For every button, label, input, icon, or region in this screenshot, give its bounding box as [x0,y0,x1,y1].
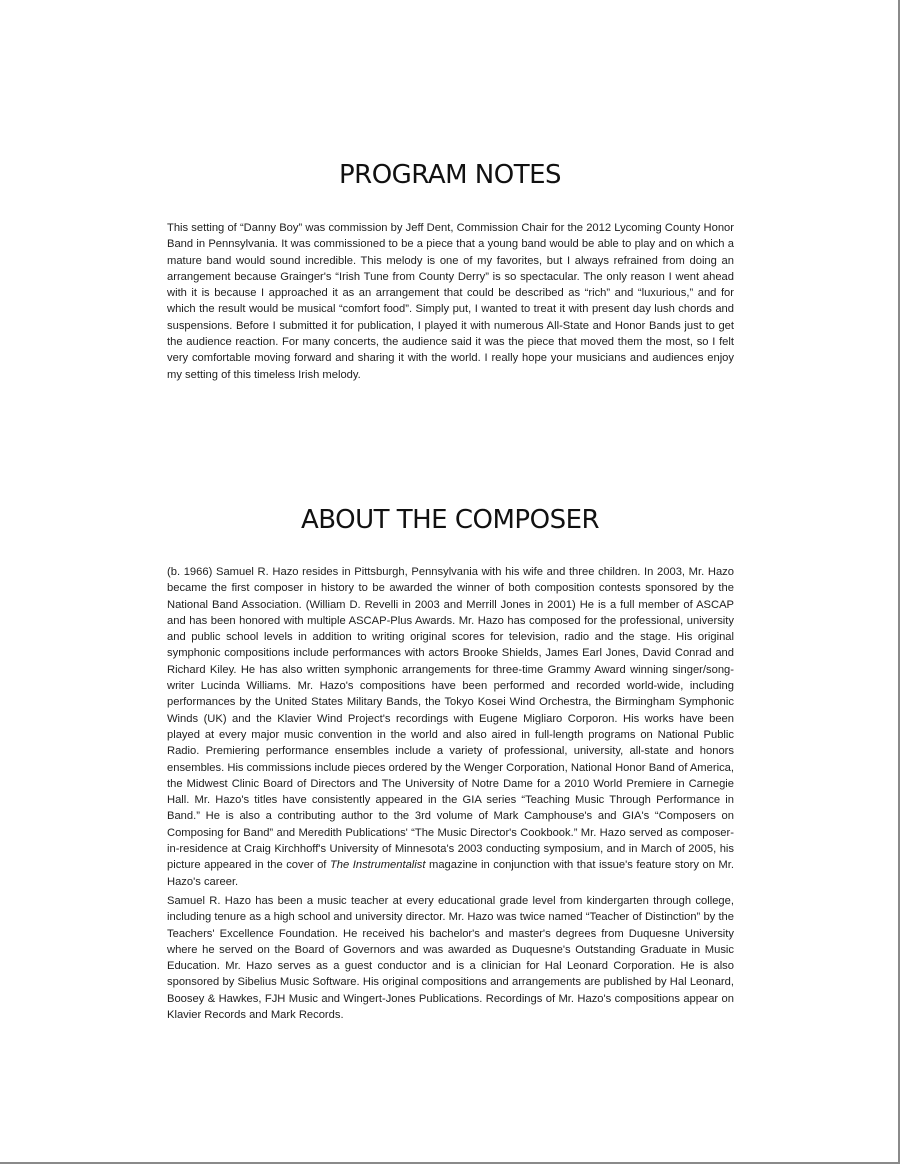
program-notes-body [167,220,734,386]
composer-paragraph-2: Samuel R. Hazo has been a music teacher at every educational grade level from kindergarten through college, including tenure as a high school and university director. Mr. Hazo was twice named “Teacher of Distinction” by the Teachers' Excellence Foundation. He received his bachelor's and master's degrees from Duquesne University where he served on the Board of Governors and was awarded as Duquesne's Outstanding Graduate in Music Education. Mr. Hazo serves as a guest conductor and is a clinician for Hal Leonard Corporation. He is also sponsored by Sibelius Music Software. His original compositions and arrangements are published by Hal Leonard, Boosey & Hawkes, FJH Music and Wingert-Jones Publications. Recordings of Mr. Hazo's compositions appear on Klavier Records and Mark Records. [167,894,734,1022]
composer-paragraph-1 [167,564,734,890]
about-composer-body [167,564,734,1026]
program-notes-paragraph: This setting of “Danny Boy” was commission by Jeff Dent, Commission Chair for the 2012 Lycoming County Honor Band in Pennsylvania. It was commissioned to be a piece that a young band would be able to play and on which a mature band would sound incredible. This melody is one of my favorites, but I always refrained from doing an arrangement because Grainger's “Irish Tune from County Derry” is so spectacular. The only reason I went ahead with it is because I approached it as an arrangement that could be described as “rich” and “luxurious,” and for which the result would be musical “comfort food”. Simply put, I wanted to treat it with present day lush chords and suspensions. Before I submitted it for publication, I played it with numerous All-State and Honor Bands just to get the audience reaction. For many concerts, the audience said it was the piece that moved them the most, so I felt very comfortable moving forward and sharing it with the world. I really hope your musicians and audiences enjoy my setting of this timeless Irish melody. [167,222,734,381]
composer-paragraph-1-text-b: magazine in conjunction with that issue's feature story on Mr. Hazo's career. [167,859,734,888]
composer-paragraph-1-text-a: (b. 1966) Samuel R. Hazo resides in Pittsburgh, Pennsylvania with his wife and three children. In 2003, Mr. Hazo became the first composer in history to be awarded the winner of both composition contests sponsored by the National Band Association. (William D. Revelli in 2003 and Merrill Jones in 2001) He is a full member of ASCAP and has been honored with multiple ASCAP-Plus Awards. Mr. Hazo has composed for the professional, university and public school levels in addition to writing original scores for television, radio and the stage. His original symphonic compositions include performances with actors Brooke Shields, James Earl Jones, David Conrad and Richard Kiley. He has also written symphonic arrangements for three-time Grammy Award winning singer/song-writer Lucinda Williams. Mr. Hazo's compositions have been performed and recorded world-wide, including performances by the United States Military Bands, the Tokyo Kosei Wind Orchestra, the Birmingham Symphonic Winds (UK) and the Klavier Wind Project's recordings with Eugene Migliaro Corporon. His works have been played at every major music convention in the world and also aired in full-length programs on National Public Radio. Premiering performance ensembles include a variety of professional, university, all-state and honors ensembles. His commissions include pieces ordered by the Wenger Corporation, National Honor Band of America, the Midwest Clinic Board of Directors and The University of Notre Dame for a 2010 World Premiere in Carnegie Hall. Mr. Hazo's titles have consistently appeared in the GIA series “Teaching Music Through Performance in Band.” He is also a contributing author to the 3rd volume of Mark Camphouse's and GIA's “Composers on Composing for Band” and Meredith Publications' “The Music Director's Cookbook.” Mr. Hazo served as composer-in-residence at Craig Kirchhoff's University of Minnesota's 2003 conducting symposium, and in March of 2005, his picture appeared in the cover of [167,566,734,872]
magazine-title: The Instrumentalist [329,859,426,872]
about-composer-title: ABOUT THE COMPOSER [300,505,600,535]
program-notes-title: PROGRAM NOTES [338,160,562,190]
